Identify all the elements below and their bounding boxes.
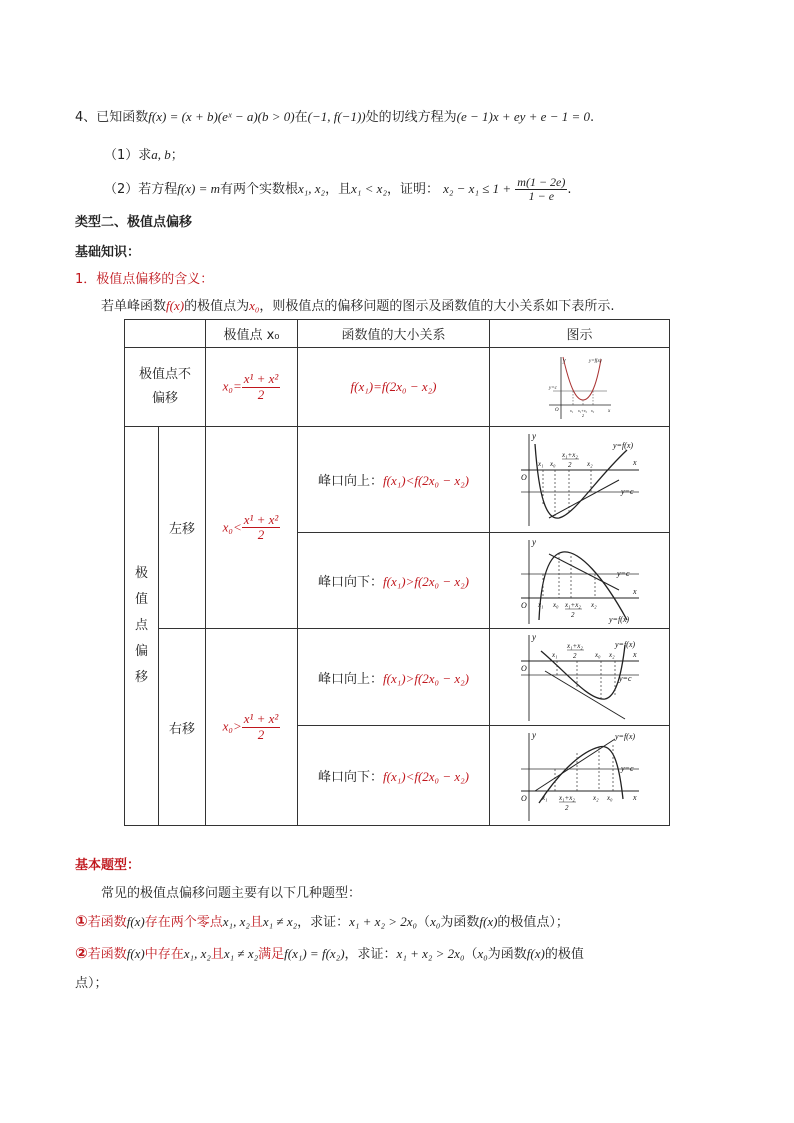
type-1-fx2: f(x) bbox=[479, 914, 498, 929]
fig3-two-label: 2 bbox=[570, 610, 574, 619]
right-down-relation: f(x₁)<f(2x₀ − x₂) bbox=[383, 769, 469, 784]
right-fraction bbox=[242, 712, 281, 742]
part2-roots: x₁, x₂ bbox=[298, 181, 326, 197]
figure-no-shift-graph bbox=[545, 353, 615, 421]
fig4-fx-label: y=f(x) bbox=[614, 640, 635, 649]
fig1-x1-label: x₁ bbox=[569, 408, 573, 413]
shift-char-3: 点 bbox=[134, 618, 148, 633]
type-2-neq: x₁ ≠ x₂ bbox=[223, 946, 259, 961]
left-frac-den: 2 bbox=[257, 527, 265, 542]
problem-4-part-1 bbox=[104, 144, 184, 163]
part2-prefix: （2）若方程 bbox=[104, 182, 178, 198]
fig5-two-label: 2 bbox=[564, 803, 568, 812]
figure-left-down bbox=[490, 533, 670, 629]
type-2-g: 为函数 bbox=[487, 947, 527, 962]
x0-greater: x₀> bbox=[222, 718, 242, 734]
fig4-x1-label: x₁ bbox=[551, 651, 558, 659]
fig3-mid-label: x₁+x₂ bbox=[564, 600, 581, 609]
shift-group-label bbox=[125, 427, 159, 826]
type-2-e: ，求证： bbox=[344, 947, 397, 962]
cell-right-up-relation bbox=[298, 629, 490, 726]
fig5-x-label: x bbox=[632, 792, 637, 802]
fig5-y-label: y bbox=[531, 729, 536, 740]
type-1-e: （ bbox=[417, 915, 431, 930]
fig4-origin-label: O bbox=[520, 664, 527, 673]
type-2-x0: x₀ bbox=[477, 946, 488, 961]
fig4-yc-label: y=c bbox=[618, 674, 631, 683]
type-1-ineq: x₁ + x₂ > 2x₀ bbox=[349, 914, 418, 929]
left-up-relation: f(x₁)<f(2x₀ − x₂) bbox=[383, 473, 469, 488]
frac-num: x¹ + x² bbox=[243, 371, 279, 387]
type-1-number: ① bbox=[75, 912, 88, 930]
fig3-x2-label: x₂ bbox=[590, 600, 597, 609]
part2-fraction-denominator: 1 − e bbox=[528, 189, 555, 204]
fig3-fx-label: y=f(x) bbox=[608, 614, 629, 624]
figure-left-down-graph bbox=[515, 536, 645, 626]
figure-right-up-graph bbox=[515, 631, 645, 723]
figure-right-down bbox=[490, 726, 670, 826]
type-1-b: 存在两个零点 bbox=[144, 915, 223, 930]
fig3-y-label: y bbox=[531, 536, 536, 547]
figure-left-up-graph bbox=[515, 430, 645, 530]
midpoint-fraction bbox=[242, 372, 281, 402]
left-shift-label: 左移 bbox=[159, 427, 206, 629]
fig5-origin-label: O bbox=[520, 793, 527, 803]
x0-equals: x₀= bbox=[222, 378, 242, 394]
type-1-g: 的极值点）； bbox=[497, 915, 569, 930]
right-down-peak-label: 峰口向下： bbox=[318, 770, 384, 785]
intro-x0: x₀ bbox=[249, 298, 260, 313]
part2-fraction bbox=[515, 176, 567, 203]
fig3-origin-label: O bbox=[520, 600, 527, 610]
x0-less: x₀< bbox=[222, 519, 242, 534]
intro-sentence bbox=[101, 295, 615, 314]
intro-prefix: 若单峰函数 bbox=[101, 299, 167, 314]
type-2-roots: x₁, x₂ bbox=[183, 946, 211, 961]
stem-point: (−1, f(−1)) bbox=[307, 109, 366, 124]
item-1-heading: 1．极值点偏移的含义： bbox=[75, 272, 214, 287]
row-label-no-shift bbox=[125, 348, 206, 427]
right-up-relation: f(x₁)>f(2x₀ − x₂) bbox=[383, 670, 469, 686]
left-frac-num: x¹ + x² bbox=[243, 511, 279, 527]
left-up-peak-label: 峰口向上： bbox=[318, 474, 384, 489]
cell-right-down-relation bbox=[298, 726, 490, 826]
intro-rest: ，则极值点的偏移问题的图示及函数值的大小关系如下表所示. bbox=[259, 299, 615, 314]
fig2-x0-label: x₀ bbox=[549, 459, 556, 468]
fig2-mid-label: x₁+x₂ bbox=[561, 450, 578, 459]
fig1-fx-label: y=f(x) bbox=[588, 359, 602, 364]
figure-no-shift bbox=[490, 348, 670, 427]
cell-noshift-relation: f(x₁)=f(2x₀ − x₂) bbox=[298, 348, 490, 427]
fig1-y-label: y bbox=[562, 358, 566, 364]
stem-end: . bbox=[590, 110, 595, 125]
fig3-x-label: x bbox=[632, 586, 637, 596]
fig1-x-label: x bbox=[607, 409, 610, 414]
left-down-peak-label: 峰口向下： bbox=[318, 575, 384, 590]
frac-den: 2 bbox=[257, 386, 265, 402]
fig4-x2-label: x₂ bbox=[608, 651, 615, 659]
extreme-point-shift-table bbox=[124, 319, 670, 826]
header-cell-empty bbox=[125, 320, 206, 348]
part1-prefix: （1）求 bbox=[104, 148, 152, 163]
fig5-x1-label: x₁ bbox=[541, 793, 548, 802]
figure-right-up bbox=[490, 629, 670, 726]
part2-equation: f(x) = m bbox=[177, 181, 220, 197]
type-2-fx: f(x) bbox=[126, 946, 145, 961]
fig1-yc-label: y=c bbox=[548, 386, 557, 391]
basic-types-intro: 常见的极值点偏移问题主要有以下几种题型： bbox=[101, 886, 362, 901]
header-figure: 图示 bbox=[490, 320, 670, 348]
fig2-two-label: 2 bbox=[567, 460, 571, 469]
fig2-y-label: y bbox=[531, 430, 536, 441]
type-1-d: ，求证： bbox=[297, 915, 350, 930]
part2-mid2: ，且 bbox=[325, 182, 352, 198]
fig2-origin-label: O bbox=[520, 472, 527, 482]
right-frac-num: x¹ + x² bbox=[243, 711, 279, 727]
part2-condition: x₁ < x₂ bbox=[351, 181, 387, 197]
header-extreme-point: 极值点 x₀ bbox=[206, 320, 298, 348]
type-1-c: 且 bbox=[249, 915, 263, 930]
type-2-ineq: x₁ + x₂ > 2x₀ bbox=[396, 946, 465, 961]
problem-4-part-2 bbox=[104, 176, 572, 203]
right-shift-label: 右移 bbox=[159, 629, 206, 826]
part1-end: ； bbox=[170, 148, 184, 163]
fig5-fx-label: y=f(x) bbox=[614, 731, 635, 741]
stem-prefix: 4、已知函数 bbox=[75, 110, 149, 125]
stem-function: f(x) = (x + b)(eˣ − a)(b > 0) bbox=[148, 109, 295, 124]
fig4-two-label: 2 bbox=[572, 652, 576, 660]
type-2-h: 的极值 bbox=[544, 947, 584, 962]
type-2-line bbox=[75, 943, 584, 962]
left-down-relation: f(x₁)>f(2x₀ − x₂) bbox=[383, 574, 469, 589]
part2-end: . bbox=[567, 182, 572, 198]
fig5-x2-label: x₂ bbox=[592, 793, 599, 802]
type-1-a: 若函数 bbox=[87, 915, 127, 930]
fig1-mid-label: x₁+x₂ bbox=[577, 408, 587, 413]
table-header-row bbox=[125, 320, 670, 348]
fig1-x2-label: x₂ bbox=[590, 408, 594, 413]
type-2-line-2: 点）； bbox=[75, 976, 108, 991]
part2-fraction-numerator: m(1 − 2e) bbox=[517, 175, 566, 189]
fig1-origin-label: O bbox=[554, 408, 559, 413]
fig2-x-label: x bbox=[632, 457, 637, 467]
stem-tangent-equation: (e − 1)x + ey + e − 1 = 0 bbox=[456, 109, 590, 124]
table-row-no-shift bbox=[125, 348, 670, 427]
fig2-x1-label: x₁ bbox=[537, 459, 544, 468]
type-1-f: 为函数 bbox=[440, 915, 480, 930]
figure-right-down-graph bbox=[515, 729, 645, 823]
type-2-a: 若函数 bbox=[87, 947, 127, 962]
cell-left-down-relation bbox=[298, 533, 490, 629]
part2-mid: 有两个实数根 bbox=[219, 182, 298, 198]
fig4-x-label: x bbox=[632, 650, 637, 659]
problem-4-stem bbox=[75, 106, 594, 125]
right-up-peak-label: 峰口向上： bbox=[318, 671, 384, 687]
cell-x0-left bbox=[206, 427, 298, 629]
fig1-two-label: 2 bbox=[581, 413, 584, 418]
fig5-mid-label: x₁+x₂ bbox=[558, 793, 575, 802]
shift-char-5: 移 bbox=[134, 670, 148, 685]
type-1-roots: x₁, x₂ bbox=[222, 914, 250, 929]
type-2-number: ② bbox=[75, 944, 88, 962]
basic-knowledge-heading: 基础知识： bbox=[75, 245, 141, 260]
intro-fx: f(x) bbox=[166, 298, 185, 313]
part2-inequality: x₂ − x₁ ≤ 1 + bbox=[443, 181, 512, 197]
shift-char-2: 值 bbox=[134, 592, 148, 607]
right-frac-den: 2 bbox=[257, 726, 265, 742]
part1-vars: a, b bbox=[151, 147, 171, 162]
type-2-eq: f(x₁) = f(x₂) bbox=[284, 946, 345, 961]
fig2-x2-label: x₂ bbox=[586, 459, 593, 468]
cell-left-up-relation bbox=[298, 427, 490, 533]
fig4-mid-label: x₁+x₂ bbox=[566, 642, 583, 650]
type-2-f: （ bbox=[464, 947, 478, 962]
fig3-x0-label: x₀ bbox=[552, 600, 559, 609]
stem-mid2: 处的切线方程为 bbox=[365, 110, 457, 125]
table-row-left-up bbox=[125, 427, 670, 533]
type-1-line bbox=[75, 911, 569, 930]
header-value-relation: 函数值的大小关系 bbox=[298, 320, 490, 348]
cell-x0-midpoint bbox=[206, 348, 298, 427]
table-row-right-up bbox=[125, 629, 670, 726]
left-fraction bbox=[242, 513, 281, 543]
basic-types-heading: 基本题型： bbox=[75, 858, 141, 873]
part2-mid3: ，证明： bbox=[386, 182, 439, 198]
stem-mid: 在 bbox=[294, 110, 308, 125]
type-2-b: 中存在 bbox=[144, 947, 184, 962]
fig2-yc-label: y=c bbox=[620, 486, 633, 496]
fig3-yc-label: y=c bbox=[616, 568, 629, 578]
shift-char-1: 极 bbox=[134, 566, 148, 581]
type-heading: 类型二、极值点偏移 bbox=[75, 215, 193, 230]
fig4-y-label: y bbox=[531, 632, 536, 642]
fig4-x0-label: x₀ bbox=[594, 651, 601, 659]
type-2-d: 满足 bbox=[258, 947, 285, 962]
type-1-neq: x₁ ≠ x₂ bbox=[262, 914, 298, 929]
type-1-fx: f(x) bbox=[126, 914, 145, 929]
shift-char-4: 偏 bbox=[134, 644, 148, 659]
type-2-c: 且 bbox=[210, 947, 224, 962]
type-1-x0: x₀ bbox=[430, 914, 441, 929]
row-label-no-shift-text: 极值点不偏移 bbox=[138, 367, 191, 406]
fig5-x0-label: x₀ bbox=[606, 793, 613, 802]
figure-left-up bbox=[490, 427, 670, 533]
fig2-fx-label: y=f(x) bbox=[612, 440, 633, 450]
type-2-fx2: f(x) bbox=[526, 946, 545, 961]
fig5-yc-label: y=c bbox=[620, 763, 633, 773]
intro-mid: 的极值点为 bbox=[184, 299, 250, 314]
fig3-x1-label: x₁ bbox=[537, 600, 544, 609]
cell-x0-right bbox=[206, 629, 298, 826]
